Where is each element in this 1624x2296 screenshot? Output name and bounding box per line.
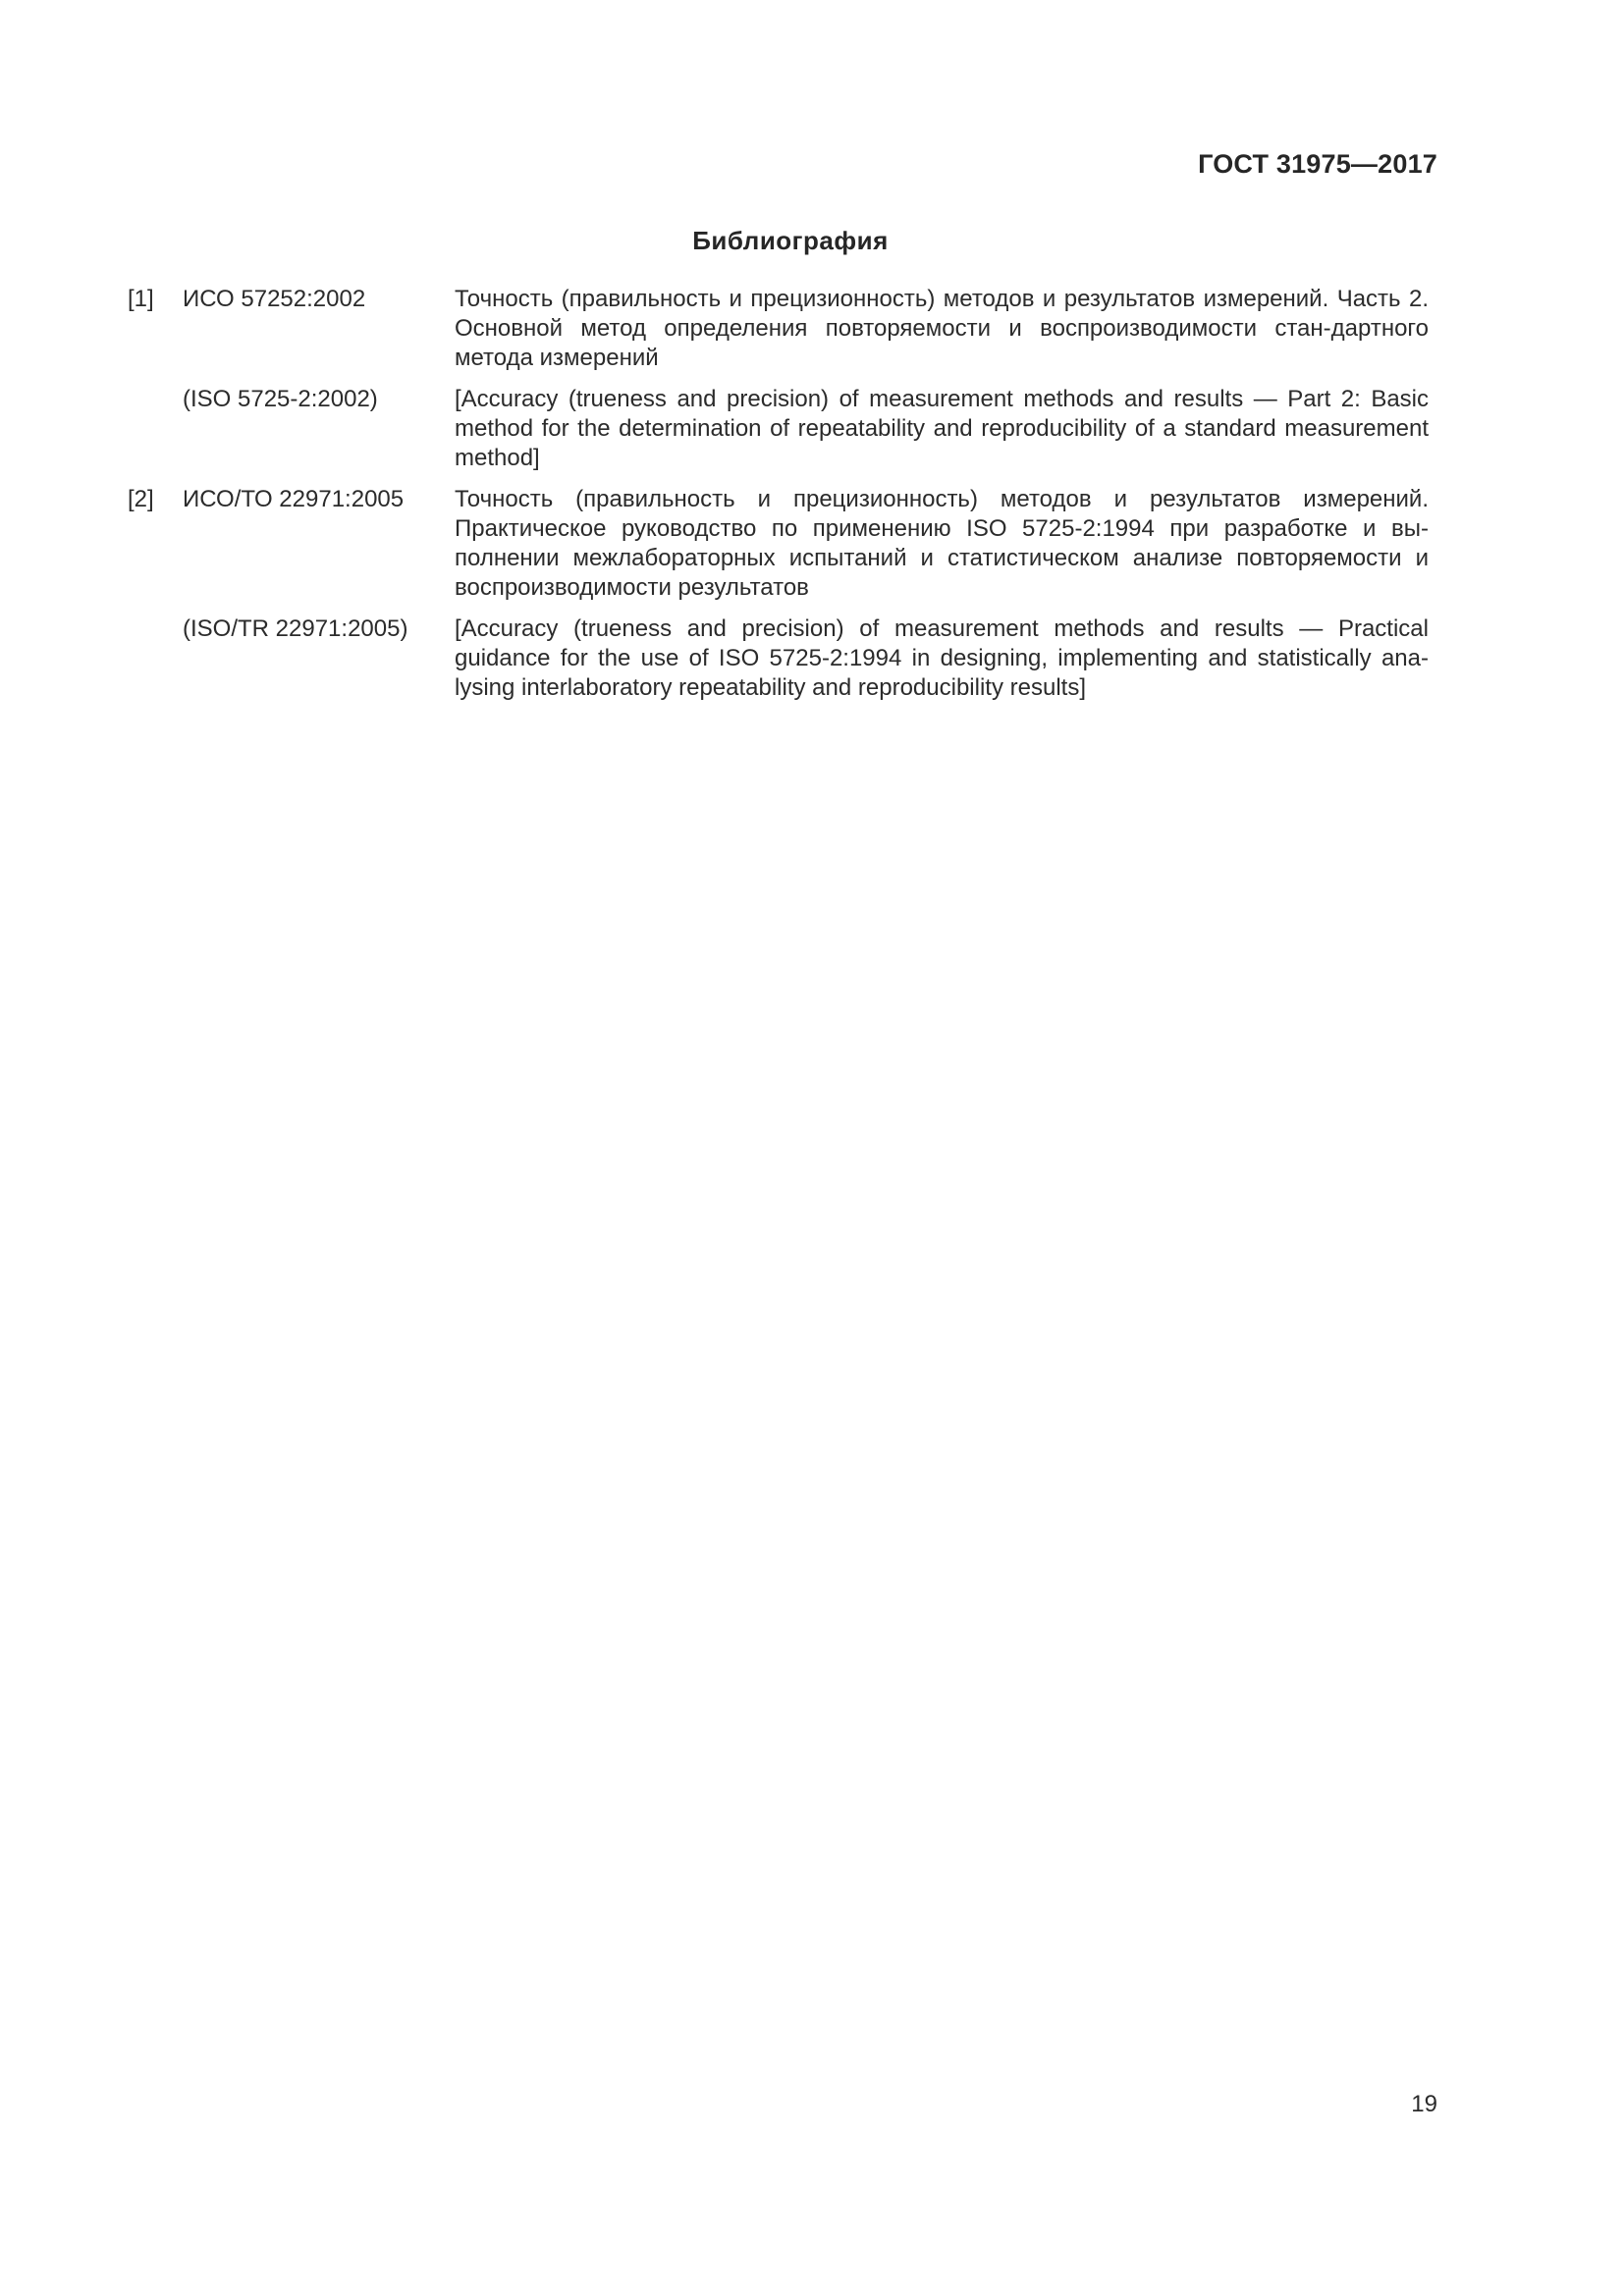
bibliography-title: Библиография <box>692 226 889 255</box>
entry-standard-code: (ISO 5725-2:2002) <box>183 386 378 412</box>
entry-number: [1] <box>128 286 154 312</box>
entry-standard-code: (ISO/TR 22971:2005) <box>183 615 408 642</box>
document-code: ГОСТ 31975—2017 <box>1198 149 1437 179</box>
entry-title: [Accuracy (trueness and precision) of measurement methods and results — Part 2: Basic method for the determination of repeatability and reproducibility of a standard measurement method] <box>455 386 1429 471</box>
bibliography-entry <box>128 614 1429 703</box>
entry-standard-code: ИСО 57252:2002 <box>183 286 366 312</box>
entry-title: [Accuracy (trueness and precision) of measurement methods and results — Practical guidance for the use of ISO 5725-2:1994 in designing, implementing and statistically ana-lysing interlaboratory repeatability and reproducibility results] <box>455 615 1429 701</box>
entry-number: [2] <box>128 486 154 512</box>
bibliography-entry <box>128 285 1429 373</box>
entry-standard-code: ИСО/ТО 22971:2005 <box>183 486 405 512</box>
entry-title: Точность (правильность и прецизионность) методов и результатов измерений. Часть 2. Основной метод определения повторяемости и воспроизводимости стан-дартного метода измерений <box>455 286 1429 371</box>
bibliography-entry <box>128 385 1429 473</box>
bibliography-entry <box>128 485 1429 603</box>
entry-title: Точность (правильность и прецизионность) методов и результатов измерений. Практическое руководство по применению ISO 5725-2:1994 при разработке и вы-полнении межлабораторных испытаний и статистическом анализе повторяемости и воспроизводимости результатов <box>455 486 1429 601</box>
page-number: 19 <box>1411 2091 1437 2117</box>
bibliography-list <box>128 285 1429 703</box>
